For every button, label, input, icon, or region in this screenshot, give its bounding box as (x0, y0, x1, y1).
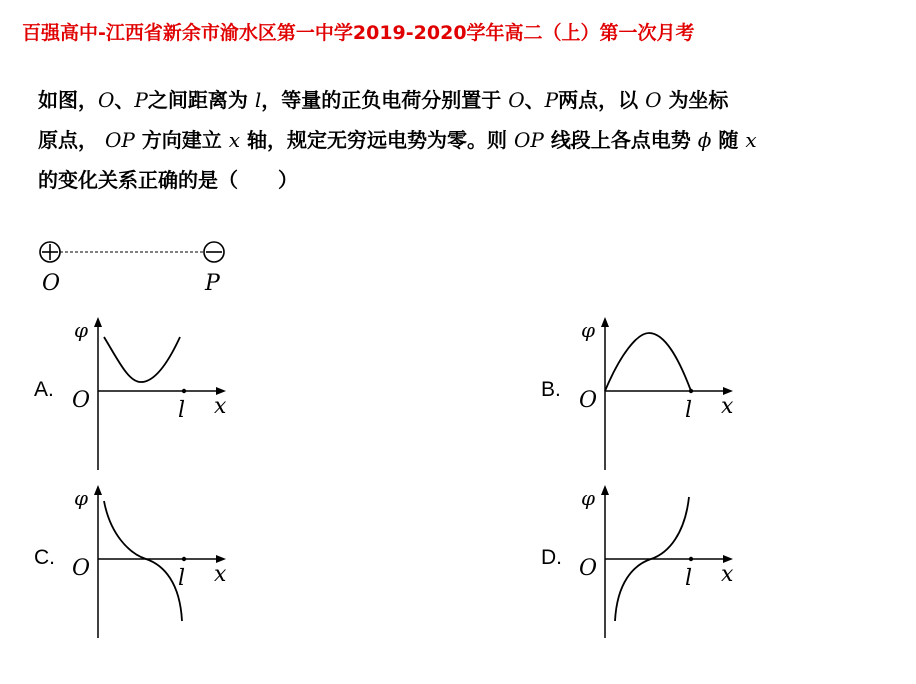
question-text: 方向建立 (141, 128, 222, 152)
option-b-label[interactable]: B. (541, 378, 561, 401)
question-stem (38, 80, 898, 200)
potential-curve (104, 337, 180, 382)
axis-label-x: x (214, 562, 227, 587)
point-label-o: O (42, 271, 61, 296)
option-a-graph[interactable] (68, 315, 248, 480)
option-a-label[interactable]: A. (34, 378, 54, 401)
option-b-graph[interactable] (575, 315, 755, 480)
option-d-label[interactable]: D. (541, 546, 562, 569)
question-text: 随 (718, 128, 739, 152)
axis-label-phi: φ (74, 318, 89, 342)
var-x: x (745, 128, 757, 152)
question-text: 如图， (38, 88, 98, 112)
axis-label-x: x (721, 562, 734, 587)
axis-label-x: x (214, 394, 227, 419)
potential-curve (104, 501, 182, 621)
question-text: 轴，规定无穷远电势为零。则 (247, 128, 508, 152)
tick-label-l: l (178, 398, 186, 423)
axis-label-phi: φ (581, 486, 596, 510)
question-text: 的变化关系正确的是（ ） (38, 168, 298, 192)
origin-label: O (72, 556, 91, 581)
question-text: ，等量的正负电荷分别置于 (261, 88, 502, 112)
var-x: x (228, 128, 241, 152)
question-line-1 (38, 80, 898, 120)
origin-label: O (579, 388, 598, 413)
question-text: 、 (114, 88, 135, 112)
var-o: O (645, 88, 662, 112)
page-title: 百强高中-江西省新余市渝水区第一中学2019-2020学年高二（上）第一次月考 (22, 22, 695, 44)
question-line-3 (38, 160, 898, 200)
option-d-graph[interactable] (575, 483, 755, 648)
var-p: P (134, 88, 148, 112)
var-l: l (254, 88, 262, 112)
point-label-p: P (205, 271, 220, 296)
origin-label: O (579, 556, 598, 581)
option-c-label[interactable]: C. (34, 546, 55, 569)
var-p: P (544, 88, 559, 112)
question-text: 为坐标 (668, 88, 729, 112)
var-o: O (508, 88, 525, 112)
positive-charge-icon (40, 242, 60, 262)
origin-label: O (72, 388, 91, 413)
var-phi: ϕ (697, 128, 712, 152)
axis-label-phi: φ (581, 318, 596, 342)
question-text: 两点，以 (558, 88, 639, 112)
question-line-2 (38, 120, 898, 160)
var-op: OP (513, 128, 544, 152)
tick-label-l: l (178, 566, 186, 591)
negative-charge-icon (204, 242, 224, 262)
question-text: 线段上各点电势 (550, 128, 691, 152)
question-text: 、 (524, 88, 545, 112)
axis-label-x: x (721, 394, 734, 419)
tick-label-l: l (685, 398, 693, 423)
var-o: O (98, 88, 115, 112)
var-op: OP (104, 128, 135, 152)
question-text: 之间距离为 (147, 88, 248, 112)
axis-label-phi: φ (74, 486, 89, 510)
tick-label-l: l (685, 566, 693, 591)
option-c-graph[interactable] (68, 483, 248, 648)
potential-curve (605, 333, 691, 391)
charge-diagram (30, 236, 240, 300)
question-text: 原点， (38, 128, 98, 152)
